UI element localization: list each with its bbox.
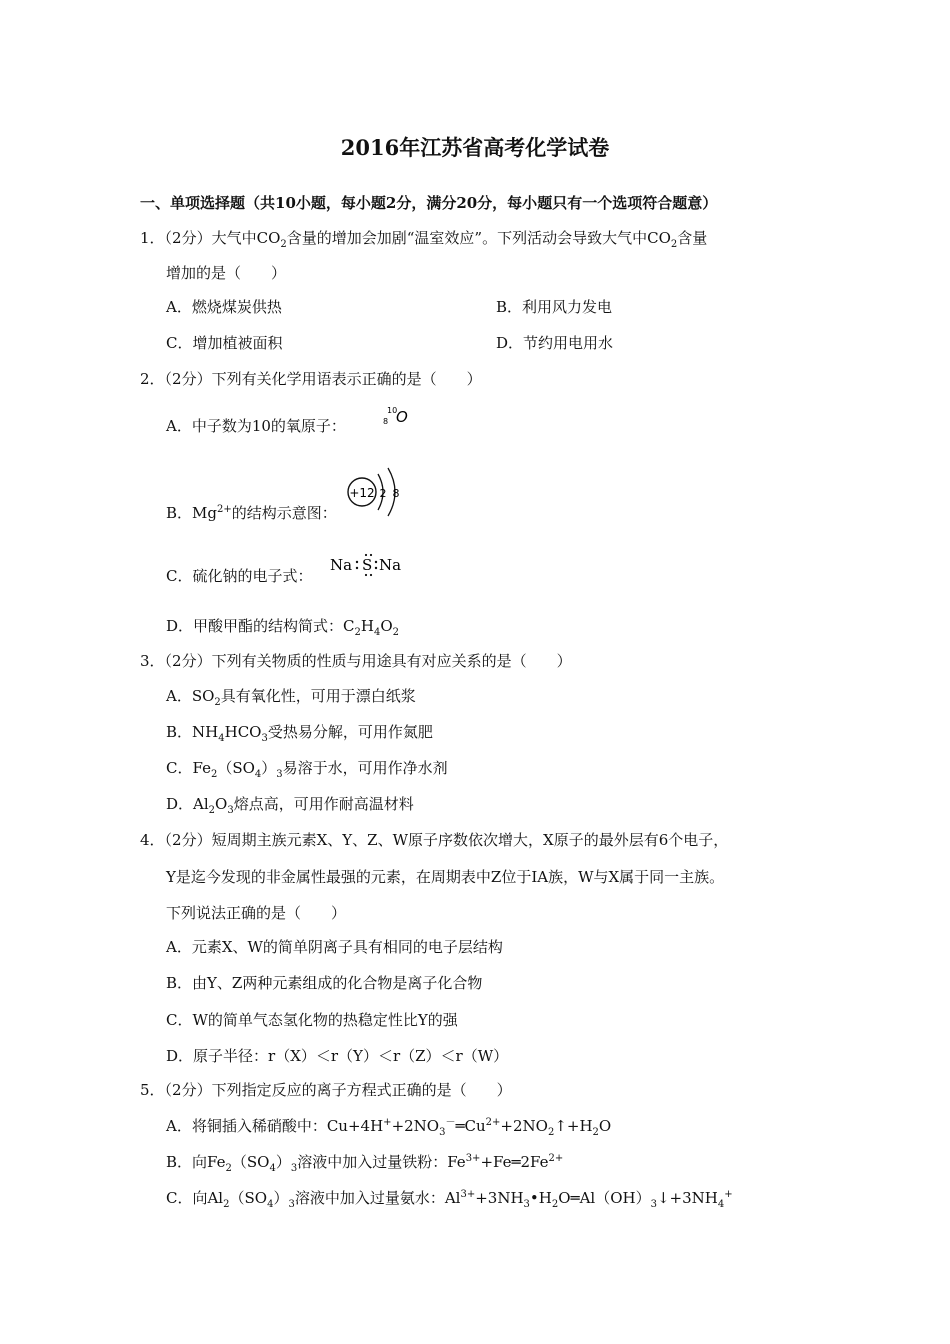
question-2-option-b: B．$Mg^{2+}$的结构示意图： [166,504,337,522]
question-2-option-a: A．中子数为10的氧原子： [166,417,346,435]
question-4-option-a: A．元素X、W的简单阴离子具有相同的电子层结构 [166,938,503,956]
question-1-stem: 1．（2分）大气中$CO_2$含量的增加会加剧“温室效应”。下列活动会导致大气中$CO_2$含量 [140,229,708,250]
mg-ion-structure-diagram [342,466,406,518]
question-3-stem: 3．（2分）下列有关物质的性质与用途具有对应关系的是（ ） [140,652,572,670]
question-5-stem: 5．（2分）下列指定反应的离子方程式正确的是（ ） [140,1081,512,1099]
question-1-stem-cont: 增加的是（ ） [166,264,287,282]
question-3-option-d: D．$Al_2O_3$熔点高，可用作耐高温材料 [166,795,414,816]
question-5-option-b: B．向$Fe_2(SO_4)_3$溶液中加入过量铁粉：$Fe^{3+}+Fe═2Fe^{2+}$ [166,1153,564,1174]
isotope-symbol: O [396,408,408,426]
question-2-stem: 2．（2分）下列有关化学用语表示正确的是（ ） [140,370,482,388]
isotope-mass-number: 10 [387,406,398,415]
question-3-option-c: C．$Fe_2(SO_4)_3$易溶于水，可用作净水剂 [166,759,448,780]
question-2-option-d: D．甲酸甲酯的结构简式：$C_2H_4O_2$ [166,617,400,638]
question-4-option-c: C．W的简单气态氢化物的热稳定性比Y的强 [166,1011,458,1029]
page-title: 2016年江苏省高考化学试卷 [340,135,610,160]
question-1-option-b: B．利用风力发电 [496,298,613,316]
shell-1-electrons: 2 [379,487,387,500]
question-4-option-b: B．由Y、Z两种元素组成的化合物是离子化合物 [166,974,483,992]
question-5-option-c: C．向$Al_2(SO_4)_3$溶液中加入过量氨水：$Al^{3+}+3NH_3•H_2O═Al(OH)_3↓+3NH_4^+$ [166,1189,733,1210]
question-4-stem-cont-2: 下列说法正确的是（ ） [166,904,347,922]
sodium-right: Na [379,556,402,574]
question-4-stem: 4．（2分）短周期主族元素X、Y、Z、W原子序数依次增大，X原子的最外层有6个电子， [140,831,729,849]
sulfur: S [362,556,373,574]
question-1-option-a: A．燃烧煤炭供热 [166,298,282,316]
question-3-option-b: B．$NH_4HCO_3$受热易分解，可用作氮肥 [166,723,433,744]
question-1-option-c: C．增加植被面积 [166,334,283,352]
section-heading: 一、单项选择题（共10小题，每小题2分，满分20分，每小题只有一个选项符合题意） [140,194,718,212]
nucleus-charge: +12 [349,486,375,500]
question-4-option-d: D．原子半径：r（X）＜r（Y）＜r（Z）＜r（W） [166,1047,509,1065]
question-3-option-a: A．$SO_2$具有氧化性，可用于漂白纸浆 [166,687,416,708]
sodium-left: Na [330,556,353,574]
oxygen-isotope-image [380,402,416,428]
question-1-option-d: D．节约用电用水 [496,334,614,352]
question-2-option-c: C．硫化钠的电子式： [166,567,313,585]
question-4-stem-cont-1: Y是迄今发现的非金属性最强的元素，在周期表中Z位于IA族，W与X属于同一主族。 [166,868,725,886]
shell-2-electrons: 8 [392,487,400,500]
isotope-atomic-number: 8 [383,417,389,426]
question-5-option-a: A．将铜插入稀硝酸中：$Cu+4H^++2NO_3^-═Cu^{2+}+2NO_2↑+H_2O$ [166,1117,612,1138]
sodium-sulfide-electron-formula [328,552,408,578]
